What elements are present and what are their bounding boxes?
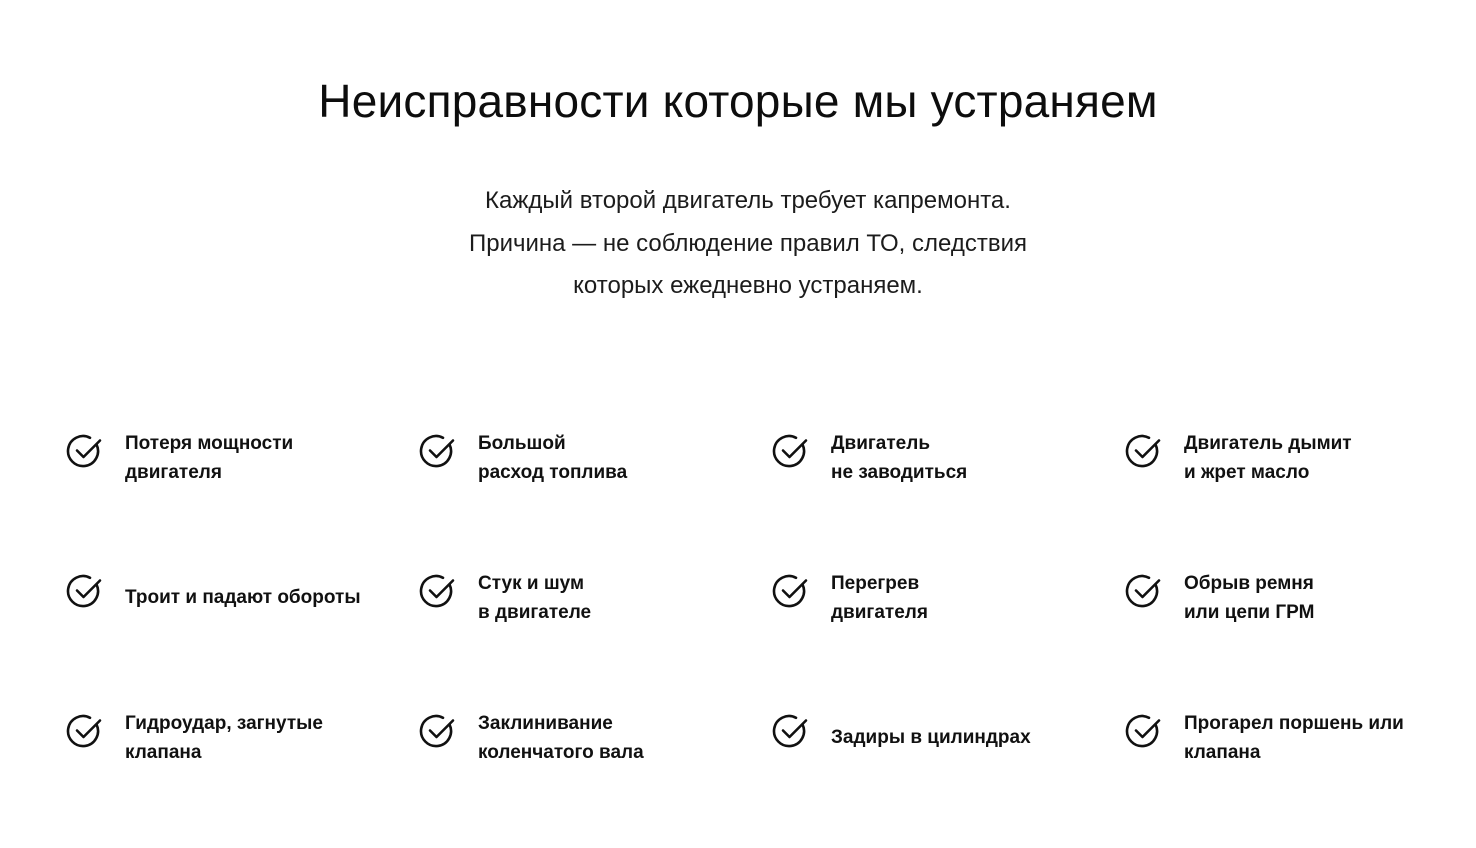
issue-item [66, 428, 419, 568]
issue-label [478, 428, 627, 487]
issue-label-line: Двигатель [831, 433, 930, 454]
issue-label [1184, 568, 1314, 627]
issue-label-line: Стук и шум [478, 573, 585, 594]
check-circle-icon [772, 432, 810, 470]
issues-grid [66, 428, 1476, 848]
issue-label [1184, 708, 1404, 767]
issue-label-line: Двигатель дымит [1184, 433, 1352, 454]
issue-label-line: двигателя [831, 602, 928, 623]
issue-label-line: Потеря мощности [125, 433, 294, 454]
subtitle-line: Каждый второй двигатель требует капремонта. [485, 187, 1011, 214]
issue-label-line: Задиры в цилиндрах [831, 727, 1031, 748]
issue-label-line: Троит и падают обороты [125, 587, 361, 608]
issue-item [419, 708, 772, 848]
check-circle-icon [419, 712, 457, 750]
issue-label [831, 428, 967, 487]
issue-item [1125, 568, 1476, 708]
issue-label [125, 708, 323, 767]
check-circle-icon [772, 572, 810, 610]
issue-label [1184, 428, 1352, 487]
check-circle-icon [1125, 432, 1163, 470]
check-circle-icon [419, 572, 457, 610]
issue-label-line: Гидроудар, загнутые [125, 713, 323, 734]
issue-label-line: или цепи ГРМ [1184, 602, 1315, 623]
issue-label-line: Перегрев [831, 573, 920, 594]
issue-label-line: клапана [1184, 742, 1261, 763]
issue-label-line: Большой [478, 433, 566, 454]
issue-label-line: Заклинивание [478, 713, 613, 734]
issue-label [831, 568, 928, 627]
issue-item [66, 568, 419, 708]
issue-label [478, 568, 591, 627]
issue-item [66, 708, 419, 848]
issue-label-line: расход топлива [478, 462, 628, 483]
section-title: Неисправности которые мы устраняем [318, 75, 1158, 127]
issue-label [478, 708, 644, 767]
check-circle-icon [1125, 712, 1163, 750]
check-circle-icon [66, 432, 104, 470]
issue-item [772, 428, 1125, 568]
section-subtitle [388, 180, 1108, 308]
issue-label-line: клапана [125, 742, 202, 763]
check-circle-icon [66, 712, 104, 750]
issue-label-line: Обрыв ремня [1184, 573, 1314, 594]
issue-label-line: двигателя [125, 462, 222, 483]
issue-label-line: в двигателе [478, 602, 592, 623]
issue-label [125, 428, 293, 487]
subtitle-line: Причина — не соблюдение правил ТО, следствия [469, 229, 1027, 257]
issue-label [831, 708, 1031, 752]
issue-item [772, 568, 1125, 708]
subtitle-line: которых ежедневно устраняем. [573, 272, 923, 299]
issue-item [772, 708, 1125, 848]
issue-label-line: и жрет масло [1184, 462, 1310, 483]
check-circle-icon [772, 712, 810, 750]
issue-label-line: коленчатого вала [478, 742, 644, 763]
issue-item [419, 568, 772, 708]
check-circle-icon [419, 432, 457, 470]
check-circle-icon [1125, 572, 1163, 610]
issue-item [419, 428, 772, 568]
check-circle-icon [66, 572, 104, 610]
issue-label-line: не заводиться [831, 462, 968, 483]
issue-label-line: Прогарел поршень или [1184, 713, 1404, 734]
issue-label [125, 568, 361, 612]
issue-item [1125, 428, 1476, 568]
issue-item [1125, 708, 1476, 848]
